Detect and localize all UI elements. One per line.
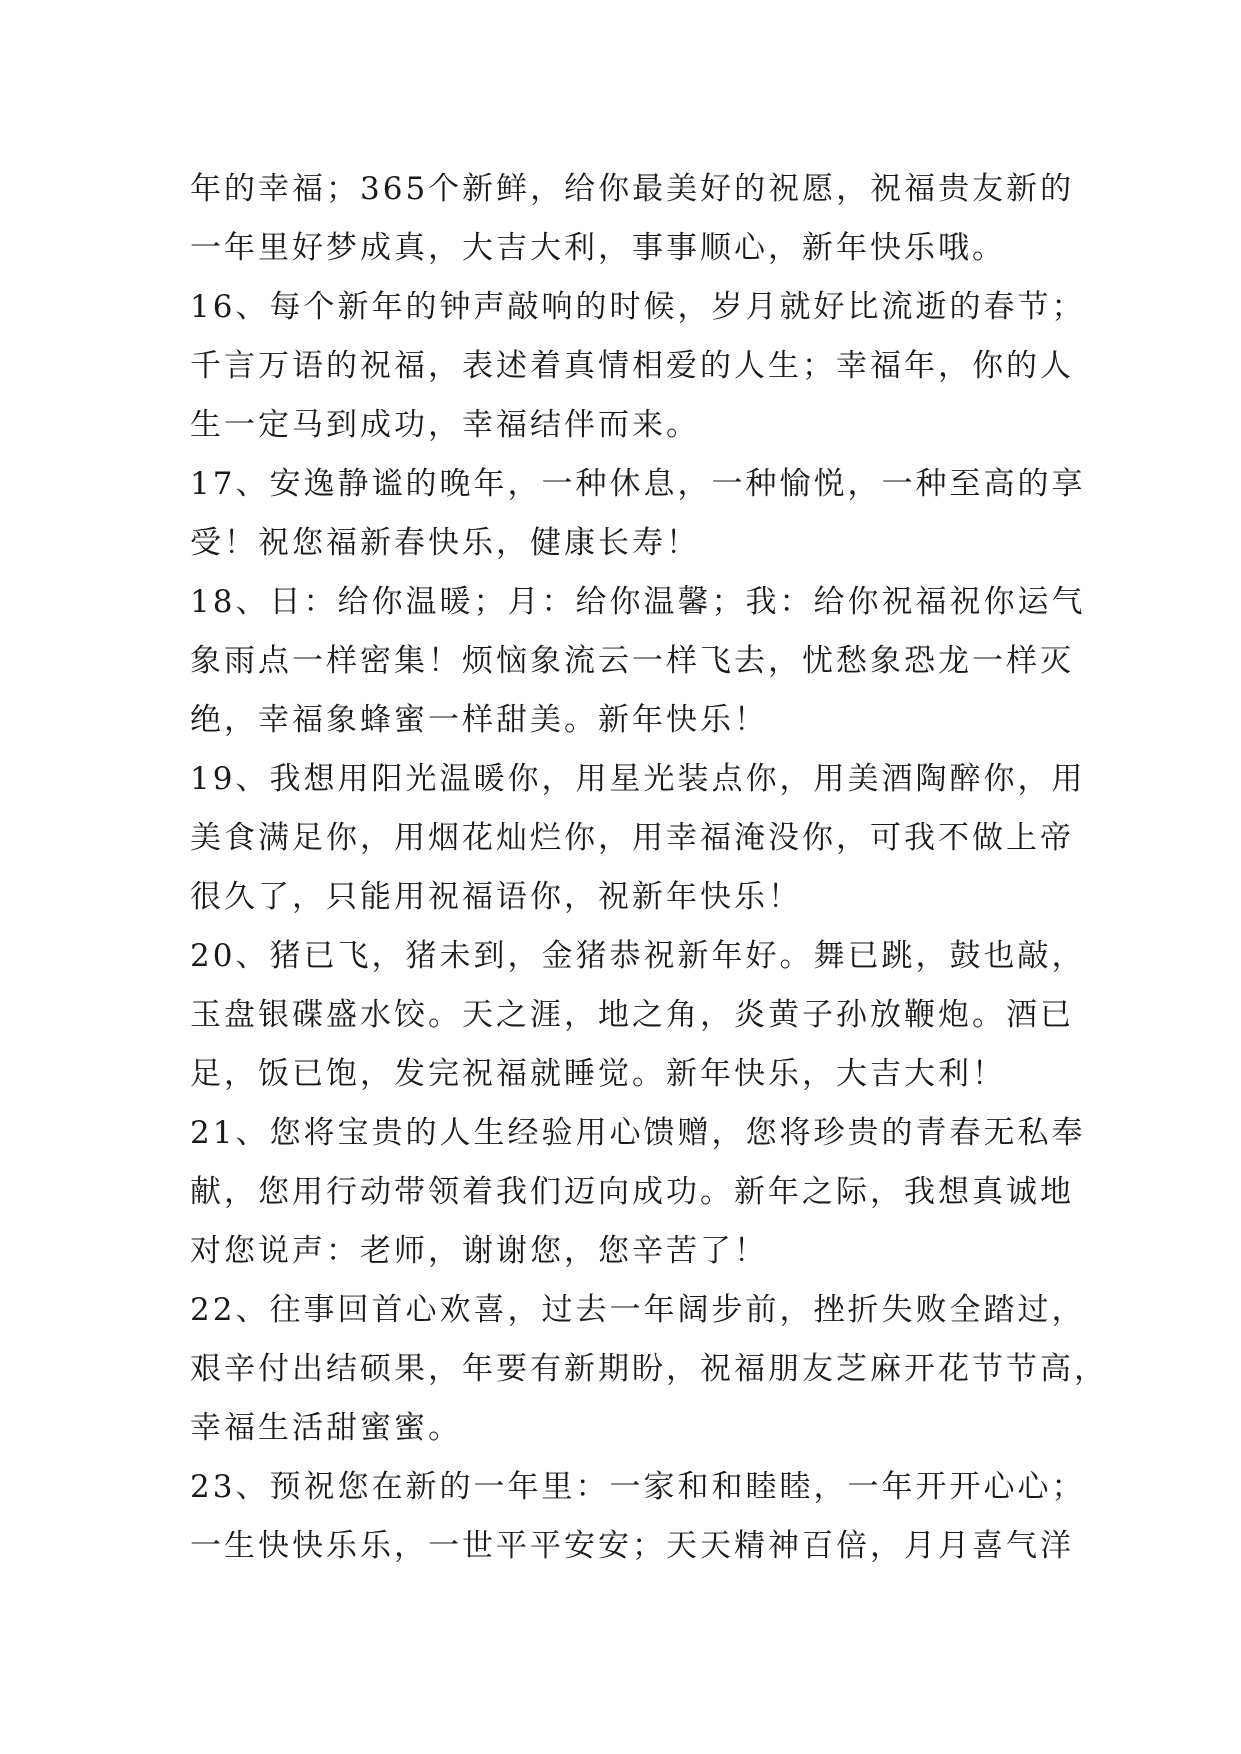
text-line: 献，您用行动带领着我们迈向成功。新年之际，我想真诚地 bbox=[190, 1174, 1074, 1210]
text-line: 很久了，只能用祝福语你，祝新年快乐！ bbox=[190, 879, 802, 915]
text-line: 一生快快乐乐，一世平平安安；天天精神百倍，月月喜气洋 bbox=[190, 1528, 1074, 1564]
text-line: 23、预祝您在新的一年里：一家和和睦睦，一年开开心心； bbox=[190, 1469, 1086, 1505]
text-line: 生一定马到成功，幸福结伴而来。 bbox=[190, 407, 700, 443]
text-line: 幸福生活甜蜜蜜。 bbox=[190, 1410, 462, 1446]
text-line: 象雨点一样密集！烦恼象流云一样飞去，忧愁象恐龙一样灭 bbox=[190, 643, 1074, 679]
text-line: 18、日：给你温暖；月：给你温馨；我：给你祝福祝你运气 bbox=[190, 584, 1086, 620]
text-line: 对您说声：老师，谢谢您，您辛苦了！ bbox=[190, 1233, 768, 1269]
text-line: 千言万语的祝福，表述着真情相爱的人生；幸福年，你的人 bbox=[190, 348, 1074, 384]
text-line: 艰辛付出结硕果，年要有新期盼，祝福朋友芝麻开花节节高， bbox=[190, 1351, 1108, 1387]
text-line: 19、我想用阳光温暖你，用星光装点你，用美酒陶醉你，用 bbox=[190, 761, 1086, 797]
text-line: 22、往事回首心欢喜，过去一年阔步前，挫折失败全踏过， bbox=[190, 1292, 1086, 1328]
text-line: 美食满足你，用烟花灿烂你，用幸福淹没你，可我不做上帝 bbox=[190, 820, 1074, 856]
text-line: 16、每个新年的钟声敲响的时候，岁月就好比流逝的春节； bbox=[190, 289, 1086, 325]
text-line: 玉盘银碟盛水饺。天之涯，地之角，炎黄子孙放鞭炮。酒已 bbox=[190, 997, 1074, 1033]
text-line: 21、您将宝贵的人生经验用心馈赠，您将珍贵的青春无私奉 bbox=[190, 1115, 1086, 1151]
text-line: 绝，幸福象蜂蜜一样甜美。新年快乐！ bbox=[190, 702, 768, 738]
text-line: 一年里好梦成真，大吉大利，事事顺心，新年快乐哦。 bbox=[190, 230, 1006, 266]
text-line: 足，饭已饱，发完祝福就睡觉。新年快乐，大吉大利！ bbox=[190, 1056, 1006, 1092]
text-line: 20、猪已飞，猪未到，金猪恭祝新年好。舞已跳，鼓也敲， bbox=[190, 938, 1086, 974]
text-line: 17、安逸静谧的晚年，一种休息，一种愉悦，一种至高的享 bbox=[190, 466, 1086, 502]
body-text bbox=[190, 160, 1108, 1576]
text-line: 年的幸福；365个新鲜，给你最美好的祝愿，祝福贵友新的 bbox=[190, 171, 1075, 207]
text-line: 受！祝您福新春快乐，健康长寿！ bbox=[190, 525, 700, 561]
